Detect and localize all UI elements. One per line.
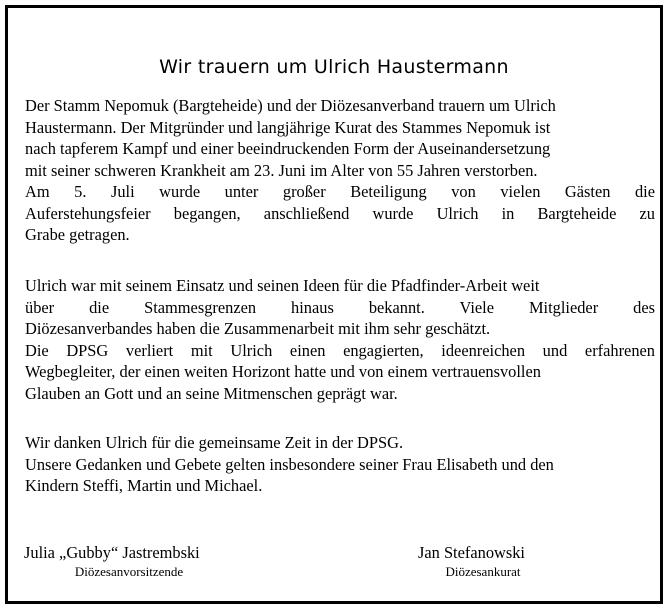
text-line: Wegbegleiter, der einen weiten Horizont hatte und von einem vertrauensvollen xyxy=(25,362,541,381)
text-line: Grabe getragen. xyxy=(25,225,130,244)
obituary-frame xyxy=(5,5,663,604)
text-line: Wir danken Ulrich für die gemeinsame Zeit in der DPSG. xyxy=(25,433,404,452)
text-line: Kindern Steffi, Martin und Michael. xyxy=(25,476,263,495)
text-line: mit seiner schweren Krankheit am 23. Juni im Alter von 55 Jahren verstorben. xyxy=(25,160,538,180)
paragraph-thanks xyxy=(25,432,655,497)
signature-right xyxy=(418,543,548,581)
text-line: Haustermann. Der Mitgründer und langjährige Kurat des Stammes Nepomuk ist xyxy=(25,117,551,137)
signer-name: Julia „Gubby“ Jastrembski xyxy=(24,543,200,562)
signer-role: Diözesanvorsitzende xyxy=(74,564,184,579)
paragraph-tribute xyxy=(25,275,655,404)
text-line: über die Stammesgrenzen hinaus bekannt. Viele Mitglieder des xyxy=(25,297,655,317)
signer-role: Diözesankurat xyxy=(445,564,521,579)
text-line: Der Stamm Nepomuk (Bargteheide) und der Diözesanverband trauern um Ulrich xyxy=(25,96,556,115)
text-line: nach tapferem Kampf und einer beeindruckenden Form der Auseinandersetzung xyxy=(25,139,551,158)
text-line: Auferstehungsfeier begangen, anschließend wurde Ulrich in Bargteheide zu xyxy=(25,203,655,223)
signature-left xyxy=(24,543,234,581)
text-line: Unsere Gedanken und Gebete gelten insbesondere seiner Frau Elisabeth und den xyxy=(25,454,554,474)
text-line: Ulrich war mit seinem Einsatz und seinen Ideen für die Pfadfinder-Arbeit weit xyxy=(25,276,540,295)
text-line: Diözesanverbandes haben die Zusammenarbeit mit ihm sehr geschätzt. xyxy=(25,319,491,338)
paragraph-announcement xyxy=(25,95,655,246)
obituary-title: Wir trauern um Ulrich Haustermann xyxy=(159,56,509,78)
text-line: Glauben an Gott und an seine Mitmenschen geprägt war. xyxy=(25,383,398,403)
text-line: Die DPSG verliert mit Ulrich einen engagierten, ideenreichen und erfahrenen xyxy=(25,340,655,360)
text-line: Am 5. Juli wurde unter großer Beteiligung von vielen Gästen die xyxy=(25,182,655,201)
signer-name: Jan Stefanowski xyxy=(418,543,525,562)
